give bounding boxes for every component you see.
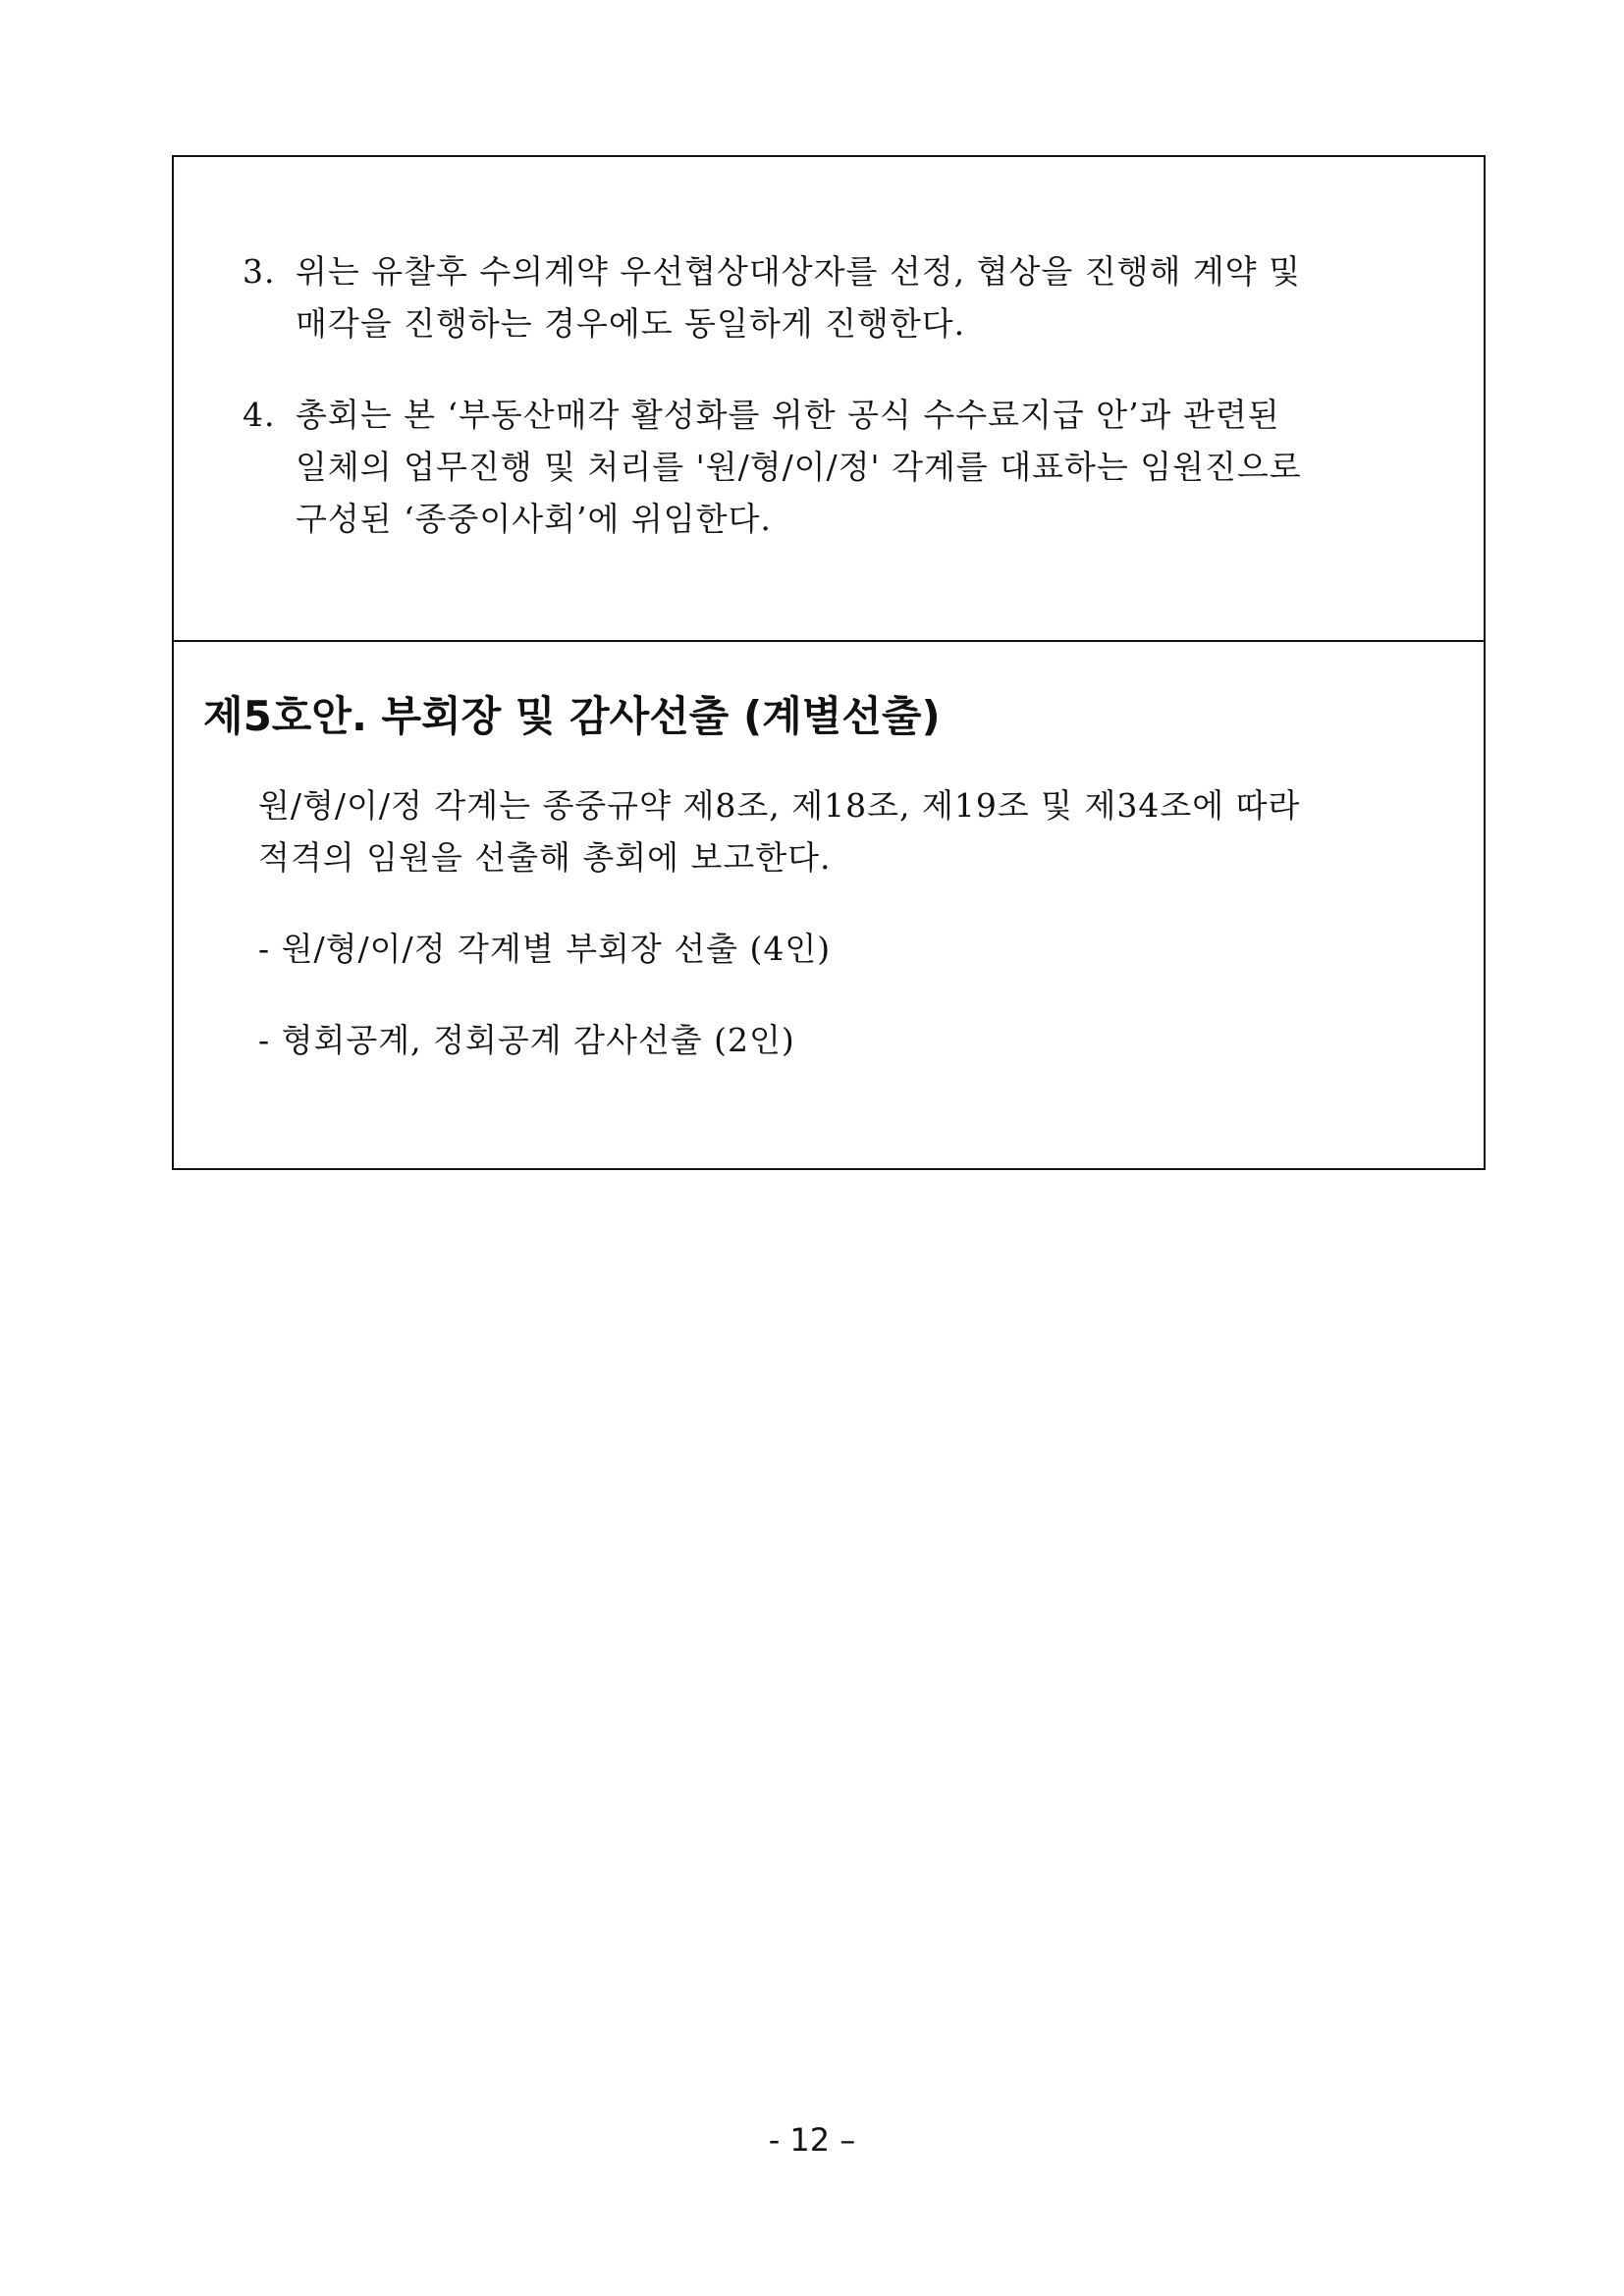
document-box: [172, 155, 1486, 1170]
article-text-line: 매각을 진행하는 경우에도 동일하게 진행한다.: [296, 304, 966, 343]
bullet-auditor: - 형회공계, 정회공계 감사선출 (2인): [258, 1021, 795, 1059]
agenda-5-section: [174, 642, 1484, 1168]
article-text: [296, 245, 1454, 349]
article-text: [296, 389, 1454, 545]
article-text-line: 총회는 본 ‘부동산매각 활성화를 위한 공식 수수료지급 안’과 관련된: [296, 396, 1280, 434]
article-item-3: [243, 245, 1454, 349]
article-number: 4.: [243, 396, 276, 434]
bullet-vice-president: - 원/형/이/정 각계별 부회장 선출 (4인): [258, 930, 832, 968]
articles-section: [174, 157, 1484, 642]
agenda-title: 제5호안. 부회장 및 감사선출 (계별선출): [203, 692, 941, 740]
article-item-4: [243, 389, 1454, 545]
agenda-paragraph: [203, 779, 1454, 883]
agenda-paragraph-line: 원/형/이/정 각계는 종중규약 제8조, 제18조, 제19조 및 제34조에 따라: [258, 786, 1301, 825]
page-number: - 12 –: [768, 2121, 856, 2159]
article-text-line: 일체의 업무진행 및 처리를 '원/형/이/정' 각계를 대표하는 임원진으로: [296, 448, 1302, 486]
article-text-line: 위는 유찰후 수의계약 우선협상대상자를 선정, 협상을 진행해 계약 및: [296, 252, 1301, 291]
article-number: 3.: [243, 252, 276, 291]
agenda-paragraph-line: 적격의 임원을 선출해 총회에 보고한다.: [258, 838, 832, 877]
article-text-line: 구성된 ‘종중이사회’에 위임한다.: [296, 500, 772, 538]
